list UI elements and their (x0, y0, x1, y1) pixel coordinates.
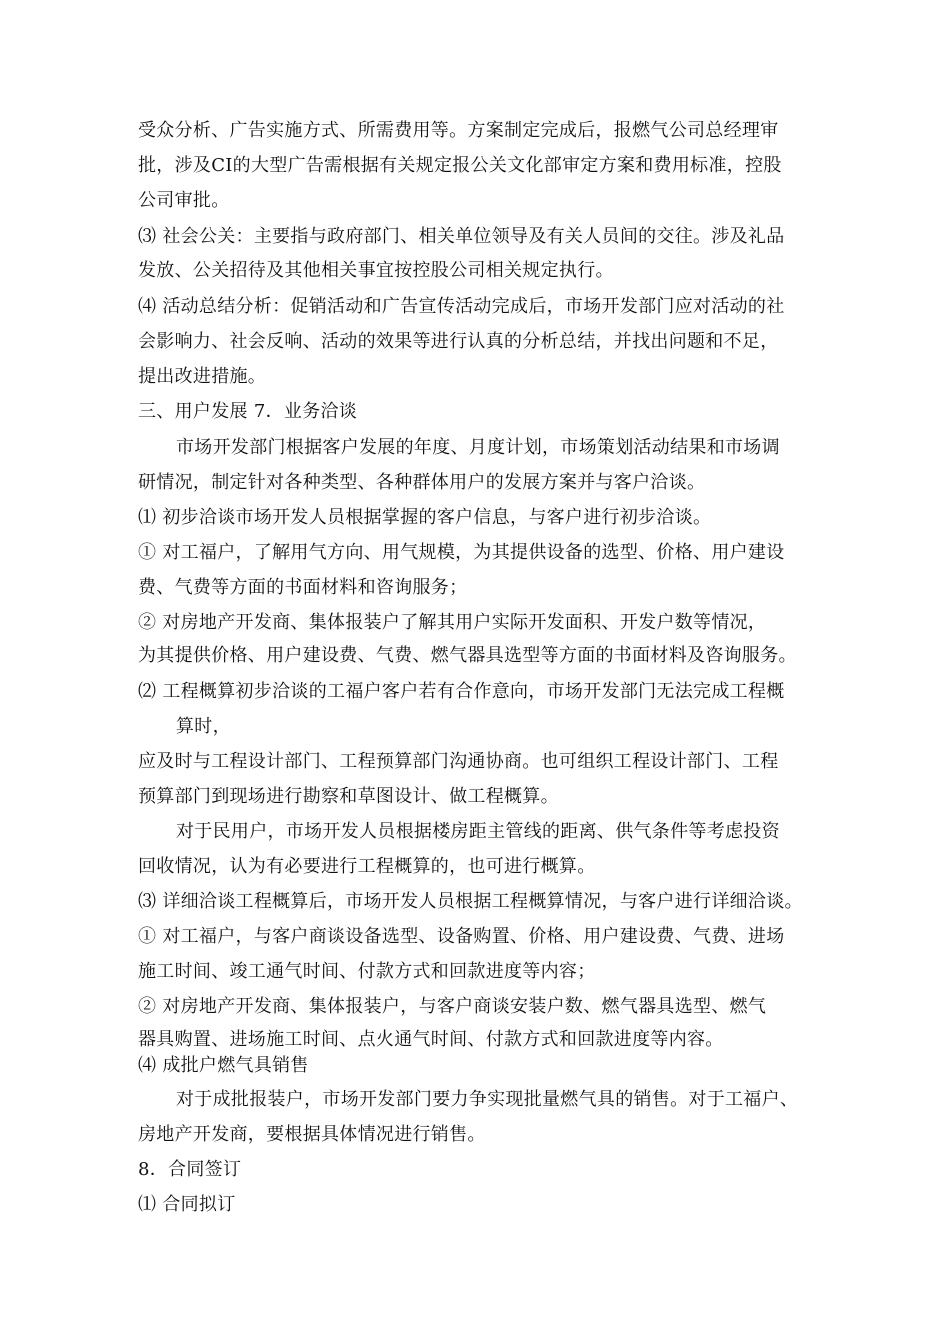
list-item-line: ⑶ 详细洽谈工程概算后，市场开发人员根据工程概算情况，与客户进行详细洽谈。 (138, 891, 803, 912)
paragraph-line: 研情况，制定针对各种类型、各种群体用户的发展方案并与客户洽谈。 (138, 472, 706, 493)
paragraph-line: 批，涉及CI的大型广告需根据有关规定报公关文化部审定方案和费用标准，控股 (138, 155, 782, 176)
paragraph-line: 费、气费等方面的书面材料和咨询服务； (138, 577, 468, 598)
list-item-line: ⑶ 社会公关：主要指与政府部门、相关单位领导及有关人员间的交往。涉及礼品 (138, 226, 785, 247)
paragraph-line: 公司审批。 (138, 190, 230, 211)
list-item-line: ① 对工福户，与客户商谈设备选型、设备购置、价格、用户建设费、气费、进场 (138, 926, 785, 947)
paragraph-line: 对于民用户，市场开发人员根据楼房距主管线的距离、供气条件等考虑投资 (176, 821, 780, 842)
list-item-line: ② 对房地产开发商、集体报装户了解其用户实际开发面积、开发户数等情况， (138, 612, 767, 633)
paragraph-line: 为其提供价格、用户建设费、气费、燃气器具选型等方面的书面材料及咨询服务。 (138, 645, 797, 666)
list-item-line: ① 对工福户，了解用气方向、用气规模，为其提供设备的选型、价格、用户建设 (138, 542, 785, 563)
list-item-line: ⑷ 成批户燃气具销售 (138, 1055, 309, 1076)
paragraph-line: 受众分析、广告实施方式、所需费用等。方案制定完成后，报燃气公司总经理审 (138, 120, 779, 141)
list-item-line: ⑷ 活动总结分析：促销活动和广告宣传活动完成后，市场开发部门应对活动的社 (138, 296, 785, 317)
paragraph-line: 发放、公关招待及其他相关事宜按控股公司相关规定执行。 (138, 260, 614, 281)
list-item-line: ⑵ 工程概算初步洽谈的工福户客户若有合作意向，市场开发部门无法完成工程概 (138, 681, 785, 702)
paragraph-line: 应及时与工程设计部门、工程预算部门沟通协商。也可组织工程设计部门、工程 (138, 751, 779, 772)
paragraph-line: 市场开发部门根据客户发展的年度、月度计划，市场策划活动结果和市场调 (176, 437, 780, 458)
list-item-line: ② 对房地产开发商、集体报装户，与客户商谈安装户数、燃气器具选型、燃气 (138, 996, 767, 1017)
section-heading: 8．合同签订 (138, 1159, 242, 1180)
paragraph-line: 施工时间、竣工通气时间、付款方式和回款进度等内容； (138, 961, 596, 982)
paragraph-line: 提出改进措施。 (138, 366, 267, 387)
list-item-line: ⑴ 合同拟订 (138, 1194, 236, 1215)
paragraph-line: 对于成批报装户，市场开发部门要力争实现批量燃气具的销售。对于工福户、 (176, 1089, 799, 1110)
paragraph-line: 算时， (176, 716, 231, 737)
paragraph-line: 器具购置、进场施工时间、点火通气时间、付款方式和回款进度等内容。 (138, 1029, 724, 1050)
paragraph-line: 会影响力、社会反响、活动的效果等进行认真的分析总结，并找出问题和不足， (138, 331, 779, 352)
paragraph-line: 预算部门到现场进行勘察和草图设计、做工程概算。 (138, 786, 559, 807)
paragraph-line: 回收情况，认为有必要进行工程概算的，也可进行概算。 (138, 856, 596, 877)
paragraph-line: 房地产开发商，要根据具体情况进行销售。 (138, 1124, 486, 1145)
list-item-line: ⑴ 初步洽谈市场开发人员根据掌握的客户信息，与客户进行初步洽谈。 (138, 507, 712, 528)
section-heading: 三、用户发展 7．业务洽谈 (138, 401, 358, 422)
